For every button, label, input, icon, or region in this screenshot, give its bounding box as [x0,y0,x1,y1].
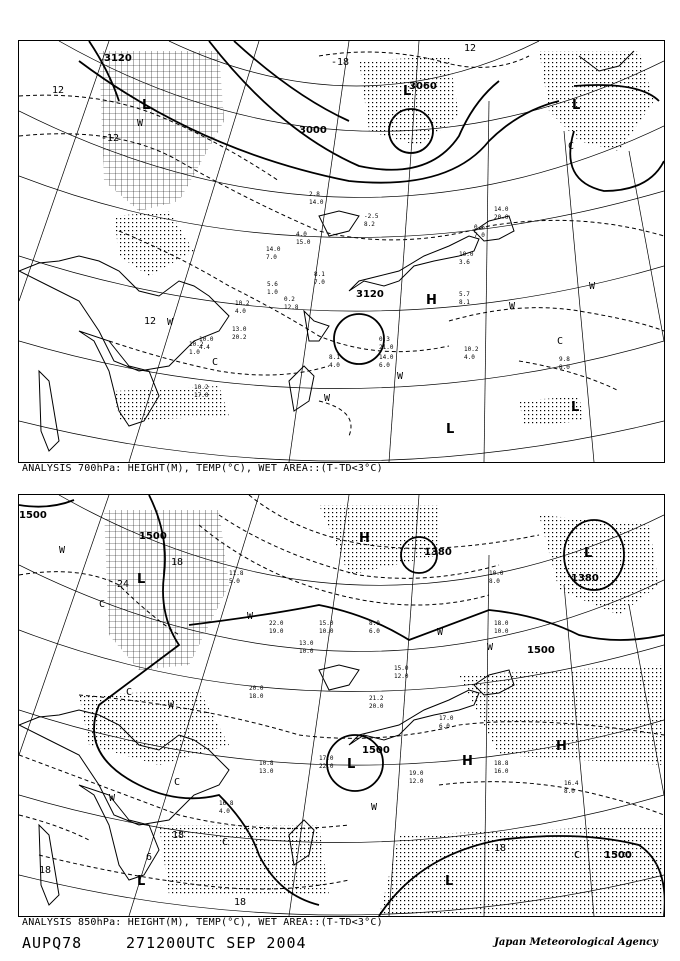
svg-text:20.0: 20.0 [494,214,509,221]
svg-text:3.6: 3.6 [459,259,470,266]
svg-text:10.2: 10.2 [235,300,250,307]
low-center: L [142,98,151,113]
svg-text:19.0: 19.0 [409,770,424,777]
temp-label: 12 [464,43,477,54]
warm-center: W [109,793,116,804]
svg-text:8.2: 8.2 [364,221,375,228]
svg-text:22.0: 22.0 [269,620,284,627]
svg-text:0.6: 0.6 [474,224,485,231]
map-panel-700hpa [18,40,665,463]
warm-center: W [59,545,66,556]
svg-text:6.0: 6.0 [369,628,380,635]
map-panel-850hpa [18,494,665,917]
svg-text:12.8: 12.8 [284,304,299,311]
temp-label: 18 [39,865,52,876]
svg-text:1.0: 1.0 [267,289,278,296]
svg-text:5.6: 5.6 [267,281,278,288]
svg-text:10.2: 10.2 [464,346,479,353]
high-center: H [359,531,370,546]
height-label: 1500 [19,510,47,521]
svg-text:8.1: 8.1 [314,271,325,278]
svg-text:18.0: 18.0 [494,620,509,627]
high-center: H [556,739,567,754]
temp-label: 24 [117,579,130,590]
temp-label: 18 [172,830,185,841]
warm-center: W [324,393,331,404]
svg-text:4.0: 4.0 [219,808,230,815]
height-label: 1380 [571,573,599,584]
temp-label: 18 [171,557,184,568]
cold-center: C [568,141,575,152]
warm-center: W [168,700,175,711]
panel-caption-850hpa: ANALYSIS 850hPa: HEIGHT(M), TEMP(°C), WET AREA::(T-TD<3°C) [22,917,383,928]
svg-text:10.8: 10.8 [259,760,274,767]
cold-center: C [212,357,219,368]
height-label: 1500 [362,745,390,756]
svg-text:13.0: 13.0 [299,640,314,647]
temp-label: 12 [144,316,157,327]
low-center: L [446,422,455,437]
svg-text:16.4: 16.4 [564,780,579,787]
low-center: L [572,98,581,113]
svg-text:12.0: 12.0 [394,673,409,680]
height-label: 3000 [299,125,327,136]
low-center: L [347,757,356,772]
map-700hpa [19,41,664,462]
agency-name: Japan Meteorological Agency [494,937,658,948]
cold-center: C [557,336,564,347]
warm-center: W [397,371,404,382]
svg-text:10.0: 10.0 [489,570,504,577]
temp-label: -18 [331,57,350,68]
svg-text:8.0: 8.0 [369,620,380,627]
svg-text:18.0: 18.0 [249,693,264,700]
height-label: 3060 [409,81,437,92]
svg-text:9.8: 9.8 [559,356,570,363]
temp-label: -12 [101,133,120,144]
high-center: H [462,754,473,769]
svg-text:0.2: 0.2 [284,296,295,303]
cold-center: C [99,599,106,610]
svg-text:14.0: 14.0 [379,354,394,361]
svg-text:7.0: 7.0 [474,232,485,239]
svg-text:8.1: 8.1 [329,354,340,361]
height-label: 1380 [424,547,452,558]
height-label: 1500 [527,645,555,656]
svg-text:10.2: 10.2 [189,341,204,348]
svg-text:15.0: 15.0 [319,620,334,627]
wet-areas [99,51,654,426]
cold-center: C [174,777,181,788]
height-label: 1500 [604,850,632,861]
low-center: L [137,572,146,587]
cold-center: C [574,850,581,861]
svg-text:7.0: 7.0 [266,254,277,261]
svg-text:10.2: 10.2 [194,384,209,391]
svg-text:10.0: 10.0 [199,336,214,343]
svg-text:17.0: 17.0 [194,392,209,399]
svg-text:10.0: 10.0 [494,628,509,635]
temp-label: 18 [494,843,507,854]
svg-text:4.0: 4.0 [235,308,246,315]
warm-center: W [167,317,174,328]
svg-text:10.0: 10.0 [459,251,474,258]
svg-text:6.0: 6.0 [379,362,390,369]
svg-text:14.0: 14.0 [309,199,324,206]
svg-text:7.0: 7.0 [314,279,325,286]
svg-text:13.0: 13.0 [232,326,247,333]
svg-text:20.2: 20.2 [232,334,247,341]
cold-center: C [126,687,133,698]
warm-center: W [487,642,494,653]
cold-center: C [222,837,229,848]
temp-label: 12 [52,85,65,96]
svg-text:1.0: 1.0 [189,349,200,356]
low-center: L [584,546,593,561]
svg-text:22.0: 22.0 [319,763,334,770]
svg-text:5.7: 5.7 [459,291,470,298]
low-center: L [571,400,580,415]
warm-center: W [437,627,444,638]
chart-id: AUPQ78 [22,934,83,952]
svg-text:4.0: 4.0 [329,362,340,369]
panel-caption-700hpa: ANALYSIS 700hPa: HEIGHT(M), TEMP(°C), WET AREA::(T-TD<3°C) [22,463,383,474]
svg-text:16.8: 16.8 [219,800,234,807]
svg-text:2.8: 2.8 [309,191,320,198]
svg-text:12.0: 12.0 [409,778,424,785]
svg-text:6.0: 6.0 [439,723,450,730]
svg-text:10.0: 10.0 [319,628,334,635]
svg-text:15.0: 15.0 [296,239,311,246]
low-center: L [445,874,454,889]
height-label: 3120 [104,53,132,64]
svg-text:10.0: 10.0 [299,648,314,655]
svg-text:4.0: 4.0 [464,354,475,361]
warm-center: W [589,281,596,292]
svg-text:8.0: 8.0 [564,788,575,795]
svg-text:21.2: 21.2 [369,695,384,702]
temp-label: 18 [234,897,247,908]
svg-text:5.0: 5.0 [229,578,240,585]
svg-text:8.0: 8.0 [559,364,570,371]
svg-text:4.0: 4.0 [296,231,307,238]
svg-text:18.8: 18.8 [494,760,509,767]
svg-text:14.0: 14.0 [266,246,281,253]
svg-text:17.0: 17.0 [439,715,454,722]
svg-text:19.0: 19.0 [269,628,284,635]
low-center: L [403,84,412,99]
svg-text:13.0: 13.0 [259,768,274,775]
svg-text:20.0: 20.0 [369,703,384,710]
warm-center: W [247,611,254,622]
svg-text:21.0: 21.0 [379,344,394,351]
svg-text:20.0: 20.0 [249,685,264,692]
height-label: 1500 [139,531,167,542]
svg-text:-2.5: -2.5 [364,213,379,220]
svg-text:14.0: 14.0 [494,206,509,213]
svg-text:16.0: 16.0 [494,768,509,775]
svg-text:8.0: 8.0 [489,578,500,585]
low-center: L [137,874,146,889]
warm-center: W [137,118,144,129]
svg-text:15.0: 15.0 [394,665,409,672]
svg-text:11.8: 11.8 [229,570,244,577]
map-850hpa [19,495,664,916]
svg-text:0.3: 0.3 [379,336,390,343]
high-center: H [426,293,437,308]
height-label: 3120 [356,289,384,300]
svg-text:8.1: 8.1 [459,299,470,306]
valid-time: 271200UTC SEP 2004 [126,934,307,952]
temp-label: 6 [146,852,153,863]
svg-text:4.4: 4.4 [199,344,210,351]
warm-center: W [371,802,378,813]
warm-center: W [509,301,516,312]
svg-text:17.0: 17.0 [319,755,334,762]
